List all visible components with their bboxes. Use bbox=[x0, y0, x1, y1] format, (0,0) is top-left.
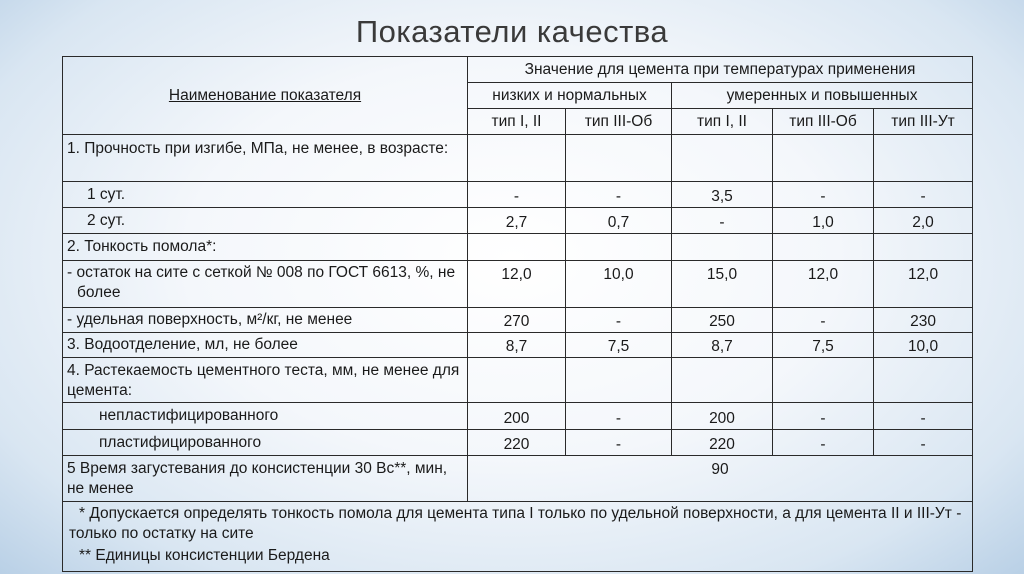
table-cell: 15,0 bbox=[672, 261, 773, 308]
row-label: 3. Водоотделение, мл, не более bbox=[63, 333, 468, 358]
footnote-2: ** Единицы консистенции Бердена bbox=[79, 547, 330, 564]
table-row bbox=[63, 403, 973, 430]
table-cell: 200 bbox=[468, 403, 566, 430]
footnote-row bbox=[63, 502, 973, 572]
table-row bbox=[63, 358, 973, 403]
table-cell: - bbox=[874, 182, 973, 208]
row-label: пластифицированного bbox=[63, 430, 468, 456]
table-cell: 8,7 bbox=[468, 333, 566, 358]
table-cell: 12,0 bbox=[468, 261, 566, 308]
row-label: 4. Растекаемость цементного теста, мм, не менее для цемента: bbox=[63, 358, 468, 403]
table-cell: - bbox=[566, 430, 672, 456]
table-row bbox=[63, 234, 973, 261]
row-label: непластифицированного bbox=[63, 403, 468, 430]
table-cell: 0,7 bbox=[566, 208, 672, 234]
table-cell: - bbox=[566, 308, 672, 333]
quality-table bbox=[62, 56, 973, 572]
header-type: тип I, II bbox=[672, 109, 773, 135]
table-cell: - bbox=[773, 308, 874, 333]
table-cell: 220 bbox=[468, 430, 566, 456]
table-cell: - bbox=[773, 182, 874, 208]
row-label: 2 сут. bbox=[63, 208, 468, 234]
header-type: тип III-Ут bbox=[874, 109, 973, 135]
table-cell: - bbox=[672, 208, 773, 234]
table-cell: 220 bbox=[672, 430, 773, 456]
row-label: - удельная поверхность, м²/кг, не менее bbox=[63, 308, 468, 333]
row-label: 1. Прочность при изгибе, МПа, не менее, в возрасте: bbox=[63, 135, 468, 182]
table-cell: 7,5 bbox=[566, 333, 672, 358]
table-cell: - bbox=[566, 182, 672, 208]
table-cell: 3,5 bbox=[672, 182, 773, 208]
table-cell: 2,7 bbox=[468, 208, 566, 234]
table-cell: 250 bbox=[672, 308, 773, 333]
table-row bbox=[63, 208, 973, 234]
table-cell: 10,0 bbox=[874, 333, 973, 358]
table-cell: 2,0 bbox=[874, 208, 973, 234]
table-cell: - bbox=[773, 430, 874, 456]
row-label: - остаток на сите с сеткой № 008 по ГОСТ 6613, %, не более bbox=[63, 261, 468, 308]
header-type: тип III-Об bbox=[566, 109, 672, 135]
table-row bbox=[63, 135, 973, 182]
table-cell: - bbox=[566, 403, 672, 430]
footnote-1: * Допускается определять тонкость помола для цемента типа I только по удельной поверхности, а для цемента II и III-Ут - только по остатку на сите bbox=[69, 505, 962, 542]
table-cell: - bbox=[874, 430, 973, 456]
row-label: 2. Тонкость помола*: bbox=[63, 234, 468, 261]
table-cell: 12,0 bbox=[773, 261, 874, 308]
table-row bbox=[63, 308, 973, 333]
table-cell: 200 bbox=[672, 403, 773, 430]
footnotes bbox=[63, 502, 973, 572]
header-type: тип III-Об bbox=[773, 109, 874, 135]
row-label: 1 сут. bbox=[63, 182, 468, 208]
header-name-col: Наименование показателя bbox=[63, 57, 468, 135]
table-cell: - bbox=[773, 403, 874, 430]
table-cell: 90 bbox=[468, 456, 973, 502]
row-label: 5 Время загустевания до консистенции 30 Вс**, мин, не менее bbox=[63, 456, 468, 502]
table-cell: 10,0 bbox=[566, 261, 672, 308]
table-cell: - bbox=[874, 403, 973, 430]
table-row bbox=[63, 333, 973, 358]
table-cell: 12,0 bbox=[874, 261, 973, 308]
table-row bbox=[63, 456, 973, 502]
header-type: тип I, II bbox=[468, 109, 566, 135]
table-cell: 8,7 bbox=[672, 333, 773, 358]
table-cell: 7,5 bbox=[773, 333, 874, 358]
table-row bbox=[63, 430, 973, 456]
table-row bbox=[63, 182, 973, 208]
table-cell: - bbox=[468, 182, 566, 208]
header-low-group: низких и нормальных bbox=[468, 83, 672, 109]
table-row bbox=[63, 261, 973, 308]
header-value-group: Значение для цемента при температурах применения bbox=[468, 57, 973, 83]
header-high-group: умеренных и повышенных bbox=[672, 83, 973, 109]
table-cell: 1,0 bbox=[773, 208, 874, 234]
page-title: Показатели качества bbox=[355, 14, 669, 49]
table-cell: 270 bbox=[468, 308, 566, 333]
table-cell: 230 bbox=[874, 308, 973, 333]
